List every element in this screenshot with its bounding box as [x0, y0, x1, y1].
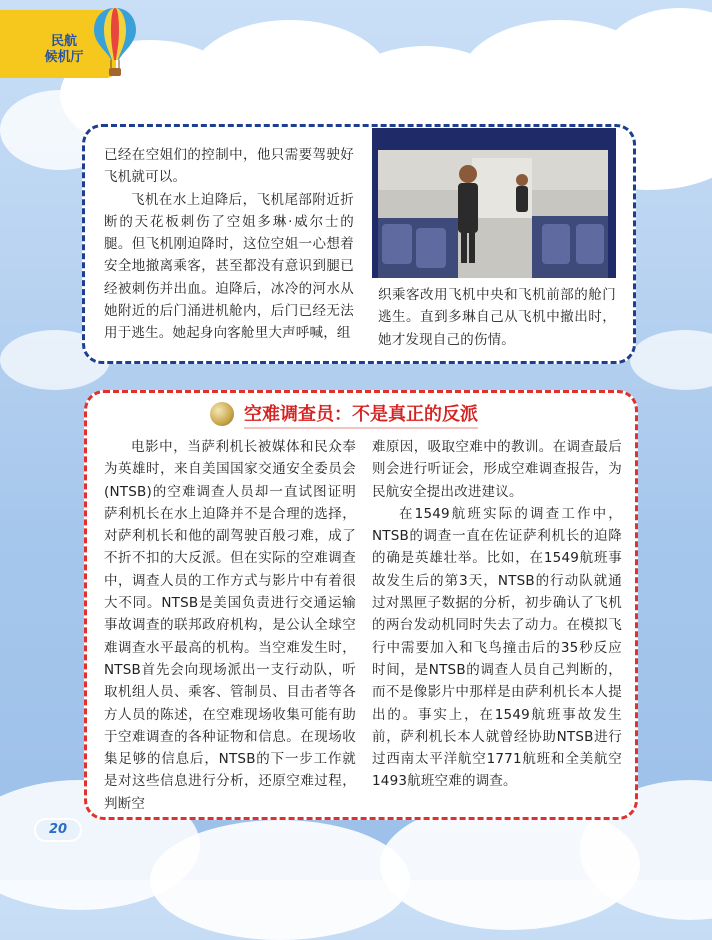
- top-left-text: [104, 144, 354, 345]
- section-tab-label: 民航 候机厅: [44, 34, 84, 65]
- paragraph: 难原因，吸取空难中的教训。在调查最后则会进行听证会，形成空难调查报告，为民航安全提出改进建议。: [372, 439, 622, 500]
- paragraph: 已经在空姐们的控制中，他只需要驾驶好飞机就可以。: [104, 147, 354, 186]
- top-right-text: [378, 284, 616, 351]
- paragraph: 飞机在水上迫降后，飞机尾部附近折断的天花板刺伤了空姐多琳·威尔士的腿。但飞机刚迫降时，这位空姐一心想着安全地撤离乘客，甚至都没有意识到腿已经被刺伤并出血。迫降后，冰冷的河水从她附近的后门涌进机舱内，后门已经无法用于逃生。她起身向客舱里大声呼喊，组: [104, 191, 354, 342]
- section-heading-text: 空难调查员：不是真正的反派: [244, 400, 478, 429]
- paragraph: 电影中，当萨利机长被媒体和民众奉为英雄时，来自美国国家交通安全委员会(NTSB)的空难调查人员却一直试图证明萨利机长在水上迫降并不是合理的选择，对萨利机长和他的副驾驶百般刁难，成了不折不扣的大反派。但在实际的空难调查中，调查人员的工作方式与影片中有着很大不同。NTSB是美国负责进行交通运输事故调查的联邦政府机构，是公认全球空难调查水平最高的机构。当空难发生时，NTSB首先会向现场派出一支行动队，听取机组人员、乘客、管制员、目击者等各方人员的陈述，在空难现场收集可能有助于空难调查的各种证物和信息。在现场收集足够的信息后，NTSB的下一步工作就是对这些信息进行分析，还原空难过程，判断空: [104, 439, 356, 812]
- paragraph: 织乘客改用飞机中央和飞机前部的舱门逃生。直到多琳自己从飞机中撤出时，她才发现自己的伤情。: [378, 287, 616, 348]
- hot-air-balloon-icon: [92, 6, 138, 80]
- paragraph: 在1549航班实际的调查工作中，NTSB的调查一直在佐证萨利机长的迫降的确是英雄壮举。比如，在1549航班事故发生后的第3天，NTSB的行动队就通过对黑匣子数据的分析，初步确认了飞机的两台发动机同时失去了动力。在模拟飞行中需要加入和飞鸟撞击后的35秒反应时间，是NTSB的调查人员自己判断的，而不是像影片中那样是由萨利机长本人提出的。事实上，在1549航班事故发生前，萨利机长本人就曾经协助NTSB进行过西南太平洋航空1771航班和全美航空1493航班空难的调查。: [372, 505, 622, 790]
- bullet-circle-icon: [210, 402, 234, 426]
- page-number: 20: [36, 820, 80, 840]
- section-right-text: [372, 436, 622, 793]
- cabin-crew-photo: [372, 128, 616, 278]
- section-heading: [210, 399, 478, 429]
- section-left-text: [104, 436, 356, 815]
